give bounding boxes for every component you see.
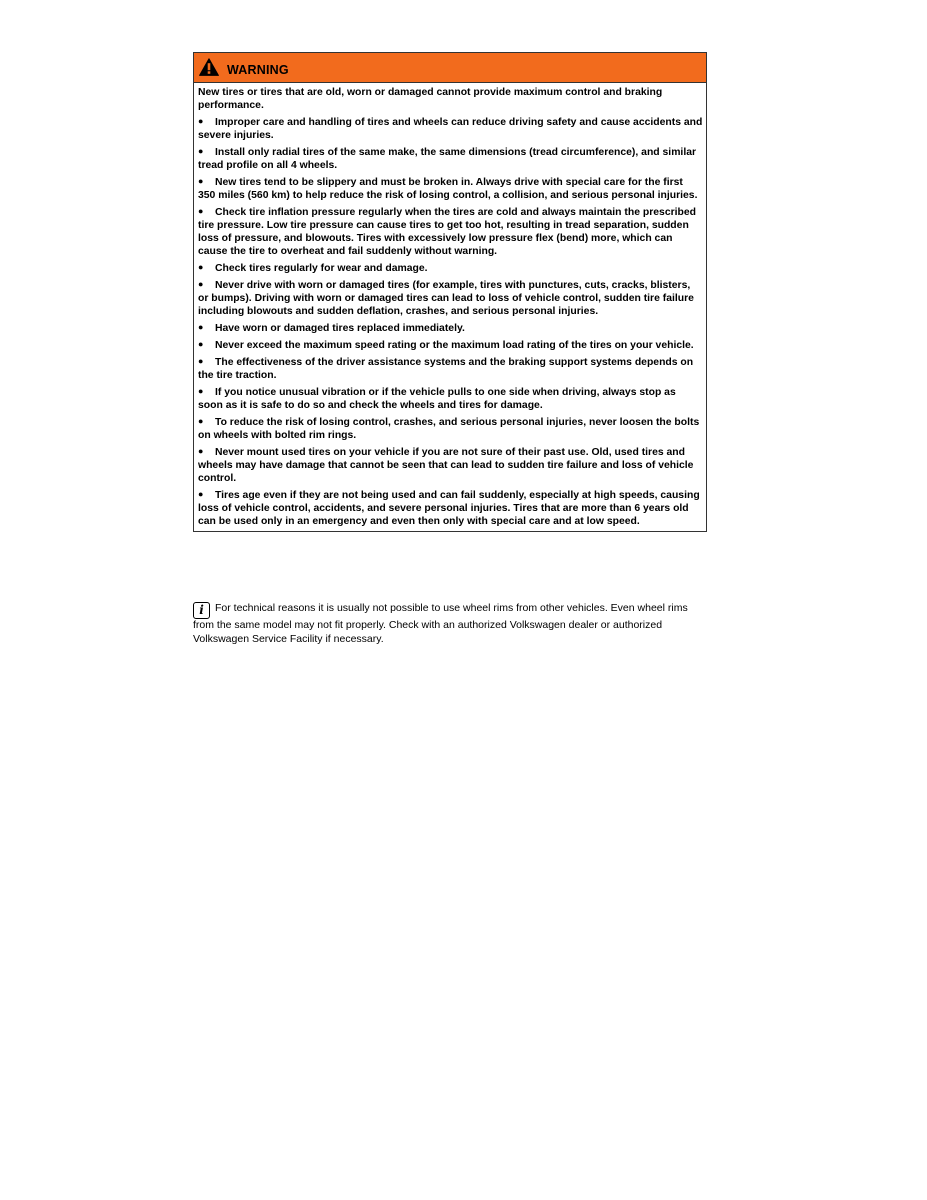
warning-triangle-icon (199, 58, 219, 76)
bullet-icon: ● (198, 446, 204, 456)
warning-list (198, 116, 703, 528)
warning-header (194, 53, 706, 83)
warning-list-item: ● Check tires regularly for wear and damage. (198, 262, 428, 274)
bullet-icon: ● (198, 146, 204, 156)
warning-list-item: ● If you notice unusual vibration or if the vehicle pulls to one side when driving, always stop as soon as it is safe to do so and check the wheels and tires for damage. (198, 386, 676, 411)
bullet-icon: ● (198, 279, 204, 289)
warning-list-item: ● Never mount used tires on your vehicle if you are not sure of their past use. Old, used tires and wheels may have damage that cannot be seen that can lead to sudden tire failure and loss of vehicle control. (198, 446, 694, 484)
warning-list-item: ● Install only radial tires of the same make, the same dimensions (tread circumference), and similar tread profile on all 4 wheels. (198, 146, 697, 171)
warning-intro: New tires or tires that are old, worn or damaged cannot provide maximum control and braking performance. (198, 87, 663, 111)
warning-list-item: ● Check tire inflation pressure regularly when the tires are cold and always maintain the prescribed tire pressure. Low tire pressure can cause tires to get too hot, resulting in tread separation, sudden loss of pressure, and blowouts. Tires with excessively low pressure flex (bend) more, which can cause the tire to overheat and fail suddenly without warning. (198, 206, 697, 257)
bullet-icon: ● (198, 322, 204, 332)
warning-box (193, 52, 707, 532)
warning-list-item: ● New tires tend to be slippery and must be broken in. Always drive with special care for the first 350 miles (560 km) to help reduce the risk of losing control, a collision, and serious personal injuries. (198, 176, 698, 201)
warning-list-item: ● The effectiveness of the driver assistance systems and the braking support systems depends on the tire traction. (198, 356, 694, 381)
bullet-icon: ● (198, 489, 204, 499)
info-note (193, 602, 709, 646)
warning-list-item: ● Never exceed the maximum speed rating or the maximum load rating of the tires on your vehicle. (198, 339, 694, 351)
warning-body (194, 83, 706, 531)
bullet-icon: ● (198, 339, 204, 349)
warning-title: WARNING (227, 62, 289, 77)
bullet-icon: ● (198, 356, 204, 366)
bullet-icon: ● (198, 262, 204, 272)
bullet-icon: ● (198, 206, 204, 216)
info-note-text: For technical reasons it is usually not possible to use wheel rims from other vehicles. Even wheel rims from the same model may not fit properly. Check with an authorized Volkswagen dealer or authorized Volkswagen Service Facility if necessary. (193, 602, 688, 645)
bullet-icon: ● (198, 116, 204, 126)
bullet-icon: ● (198, 416, 204, 426)
info-icon: i (193, 602, 210, 619)
warning-list-item: ● Have worn or damaged tires replaced immediately. (198, 322, 465, 334)
bullet-icon: ● (198, 176, 204, 186)
warning-list-item: ● Tires age even if they are not being used and can fail suddenly, especially at high speeds, causing loss of vehicle control, accidents, and severe personal injuries. Tires that are more than 6 years old can be used only in an emergency and even then only with special care and at low speed. (198, 489, 700, 527)
warning-list-item: ● To reduce the risk of losing control, crashes, and serious personal injuries, never loosen the bolts on wheels with bolted rim rings. (198, 416, 700, 441)
bullet-icon: ● (198, 386, 204, 396)
warning-list-item: ● Improper care and handling of tires and wheels can reduce driving safety and cause accidents and severe injuries. (198, 116, 703, 141)
warning-list-item: ● Never drive with worn or damaged tires (for example, tires with punctures, cuts, cracks, blisters, or bumps). Driving with worn or damaged tires can lead to loss of vehicle control, sudden tire failure including blowouts and sudden deflation, crashes, and serious personal injuries. (198, 279, 694, 317)
